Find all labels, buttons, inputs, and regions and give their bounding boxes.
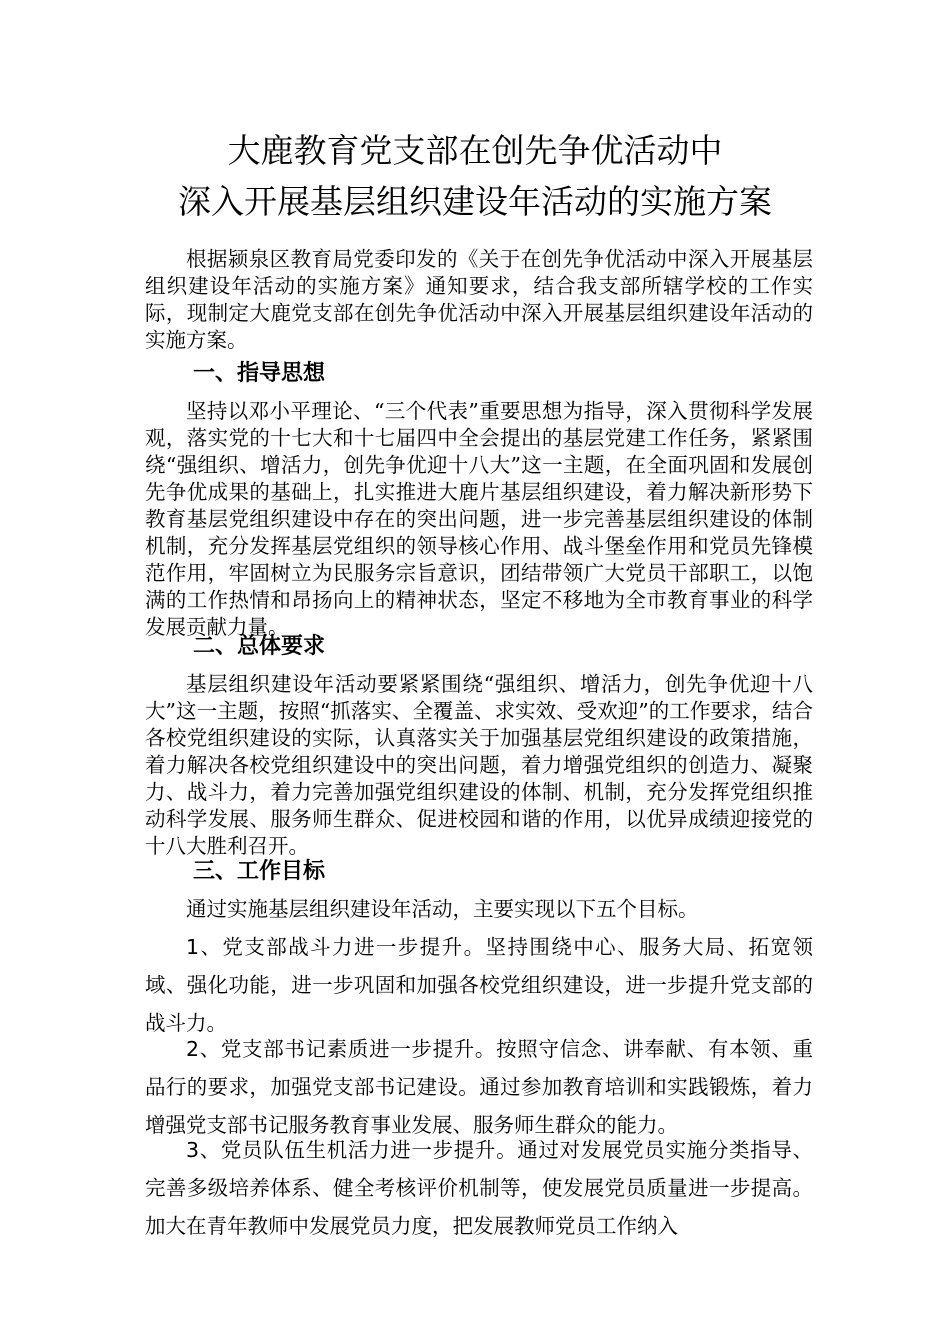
goal-text: 坚持围绕中心、服务大局、拓宽领域、强化功能，进一步巩固和加强各校党组织建设，进一步提升党支部的战斗力。: [145, 935, 814, 1035]
intro-paragraph: 根据颍泉区教育局党委印发的《关于在创先争优活动中深入开展基层组织建设年活动的实施方案》通知要求，结合我支部所辖学校的工作实际，现制定大鹿党支部在创先争优活动中深入开展基层组织建设年活动的实施方案。: [145, 247, 813, 352]
document-title-line-1: 大鹿教育党支部在创先争优活动中: [227, 131, 723, 170]
goal-item: [145, 1030, 813, 1144]
goal-lead: 2、党支部书记素质进一步提升。: [186, 1037, 497, 1061]
section-heading-guiding-thought: 一、指导思想: [193, 361, 326, 386]
section-paragraph-work-goals-intro: 通过实施基层组织建设年活动，主要实现以下五个目标。: [186, 897, 699, 921]
goal-item: [145, 928, 813, 1042]
goal-lead: 1、党支部战斗力进一步提升。: [186, 935, 486, 959]
goal-text: 通过对发展党员实施分类指导、完善多级培养体系、健全考核评价机制等，使发展党员质量进一步提高。加大在青年教师中发展党员力度，把发展教师党员工作纳入: [145, 1138, 814, 1238]
goal-lead: 3、党员队伍生机活力进一步提升。: [186, 1138, 518, 1162]
section-heading-work-goals: 三、工作目标: [193, 859, 326, 884]
section-paragraph-general-requirements: 基层组织建设年活动要紧紧围绕“强组织、增活力，创先争优迎十八大”这一主题，按照“抓落实、全覆盖、求实效、受欢迎”的工作要求，结合各校党组织建设的实际，认真落实关于加强基层党组织建设的政策措施，着力解决各校党组织建设中的突出问题，着力增强党组织的创造力、凝聚力、战斗力，着力完善加强党组织建设的体制、机制，充分发挥党组织推动科学发展、服务师生群众、促进校园和谐的作用，以优异成绩迎接党的十八大胜利召开。: [145, 672, 813, 858]
goal-item: [145, 1131, 813, 1245]
section-paragraph-guiding-thought: 坚持以邓小平理论、“三个代表”重要思想为指导，深入贯彻科学发展观，落实党的十七大和十七届四中全会提出的基层党建工作任务，紧紧围绕“强组织、增活力，创先争优迎十八大”这一主题，在全面巩固和发展创先争优成果的基础上，扎实推进大鹿片基层组织建设，着力解决新形势下教育基层党组织建设中存在的突出问题，进一步完善基层组织建设的体制机制，充分发挥基层党组织的领导核心作用、战斗堡垒作用和党员先锋模范作用，牢固树立为民服务宗旨意识，团结带领广大党员干部职工，以饱满的工作热情和昂扬向上的精神状态，坚定不移地为全市教育事业的科学发展贡献力量。: [145, 399, 813, 639]
section-heading-general-requirements: 二、总体要求: [193, 634, 326, 659]
document-title-line-2: 深入开展基层组织建设年活动的实施方案: [178, 182, 772, 221]
goal-text: 按照守信念、讲奉献、有本领、重品行的要求，加强党支部书记建设。通过参加教育培训和实践锻炼，着力增强党支部书记服务教育事业发展、服务师生群众的能力。: [145, 1037, 813, 1137]
